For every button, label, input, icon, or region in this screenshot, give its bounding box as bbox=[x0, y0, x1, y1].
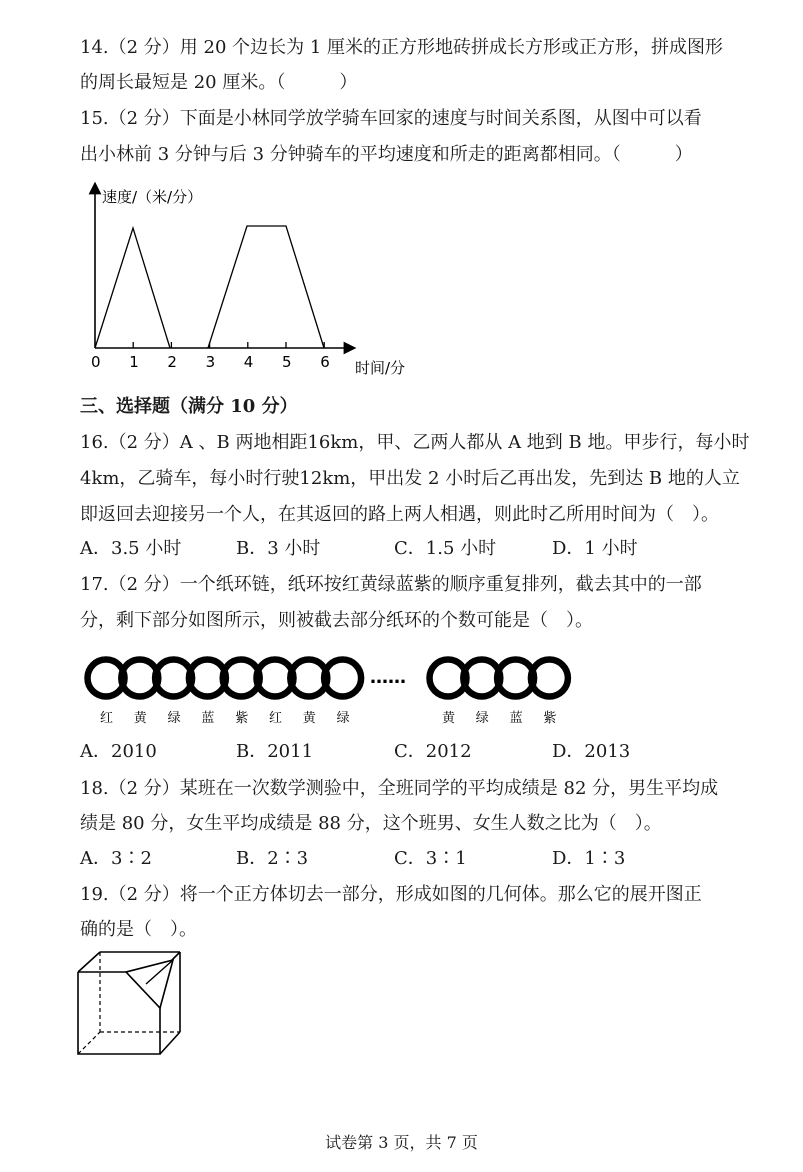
ring-color-label: 红 bbox=[100, 711, 114, 726]
q17-option-b[interactable]: B．2011 bbox=[236, 741, 314, 762]
q16-line-2: 4km，乙骑车，每小时行驶12km，甲出发 2 小时后乙再出发，先到达 B 地的人立 bbox=[80, 468, 740, 489]
cut-cube-figure bbox=[76, 948, 186, 1058]
x-tick-label: 5 bbox=[282, 353, 292, 371]
q16-line-3: 即返回去迎接另一个人，在其返回的路上两人相遇，则此时乙所用时间为（ ）。 bbox=[80, 504, 719, 525]
ring-color-label: 紫 bbox=[543, 711, 557, 726]
q17-option-c[interactable]: C．2012 bbox=[394, 741, 472, 762]
x-tick-label: 3 bbox=[205, 353, 216, 371]
ring-color-label: 蓝 bbox=[201, 711, 215, 726]
x-tick-label: 6 bbox=[320, 353, 330, 371]
q16-option-d[interactable]: D．1 小时 bbox=[552, 538, 638, 559]
x-tick-label: 2 bbox=[167, 353, 177, 371]
speed-time-graph bbox=[80, 180, 420, 380]
ring-labels bbox=[100, 710, 556, 726]
q19-line-1: 19.（2 分）将一个正方体切去一部分，形成如图的几何体。那么它的展开图正 bbox=[80, 884, 702, 905]
q16-option-b[interactable]: B．3 小时 bbox=[236, 538, 321, 559]
x-tick-label: 4 bbox=[243, 353, 254, 371]
q16-option-a[interactable]: A．3.5 小时 bbox=[80, 538, 182, 559]
ring-color-label: 绿 bbox=[167, 711, 181, 726]
ring-color-label: 黄 bbox=[133, 711, 147, 726]
q19-line-2: 确的是（ ）。 bbox=[80, 919, 197, 940]
rings-right bbox=[430, 660, 568, 697]
q14-line-2: 的周长最短是 20 厘米。（ ） bbox=[80, 72, 358, 93]
ring-color-label: 绿 bbox=[336, 711, 350, 726]
ring-color-label: 绿 bbox=[475, 711, 489, 726]
ring-color-label: 黄 bbox=[302, 711, 316, 726]
q18-line-1: 18.（2 分）某班在一次数学测验中，全班同学的平均成绩是 82 分，男生平均成 bbox=[80, 778, 719, 799]
q18-option-d[interactable]: D．1∶3 bbox=[552, 848, 626, 869]
x-axis-label: 时间/分 bbox=[355, 359, 406, 377]
paper-ring-chain bbox=[78, 648, 588, 734]
q15-line-1: 15.（2 分）下面是小林同学放学骑车回家的速度与时间关系图，从图中可以看 bbox=[80, 108, 702, 129]
q17-option-a[interactable]: A．2010 bbox=[80, 741, 157, 762]
section-3-title: 三、选择题（满分 10 分） bbox=[80, 396, 298, 417]
ring-color-label: 红 bbox=[269, 711, 283, 726]
ring-color-label: 紫 bbox=[235, 711, 249, 726]
speed-line-first bbox=[95, 228, 170, 348]
q17-line-2: 分，剩下部分如图所示，则被截去部分纸环的个数可能是（ ）。 bbox=[80, 610, 593, 631]
y-axis-label: 速度/（米/分） bbox=[102, 188, 203, 206]
page-footer: 试卷第 3 页，共 7 页 bbox=[325, 1133, 478, 1152]
q18-option-a[interactable]: A．3∶2 bbox=[80, 848, 152, 869]
q15-line-2: 出小林前 3 分钟与后 3 分钟骑车的平均速度和所走的距离都相同。（ ） bbox=[80, 144, 693, 165]
q17-line-1: 17.（2 分）一个纸环链，纸环按红黄绿蓝紫的顺序重复排列，截去其中的一部 bbox=[80, 574, 702, 595]
ring-color-label: 蓝 bbox=[509, 711, 523, 726]
q14-line-1: 14.（2 分）用 20 个边长为 1 厘米的正方形地砖拼成长方形或正方形，拼成图形 bbox=[80, 37, 724, 58]
rings-left bbox=[88, 660, 362, 697]
q18-line-2: 绩是 80 分，女生平均成绩是 88 分，这个班男、女生人数之比为（ ）。 bbox=[80, 813, 662, 834]
speed-line-second bbox=[208, 226, 324, 348]
chain-ellipsis: …… bbox=[370, 667, 406, 688]
q17-option-d[interactable]: D．2013 bbox=[552, 741, 631, 762]
q18-option-c[interactable]: C．3∶1 bbox=[394, 848, 467, 869]
q16-option-c[interactable]: C．1.5 小时 bbox=[394, 538, 497, 559]
x-tick-label: 0 bbox=[91, 353, 101, 371]
ring-color-label: 黄 bbox=[442, 711, 456, 726]
q18-option-b[interactable]: B．2∶3 bbox=[236, 848, 309, 869]
q16-line-1: 16.（2 分）A 、B 两地相距16km，甲、乙两人都从 A 地到 B 地。甲步行，每小时 bbox=[80, 432, 750, 453]
x-ticks bbox=[91, 342, 330, 371]
x-tick-label: 1 bbox=[129, 353, 139, 371]
